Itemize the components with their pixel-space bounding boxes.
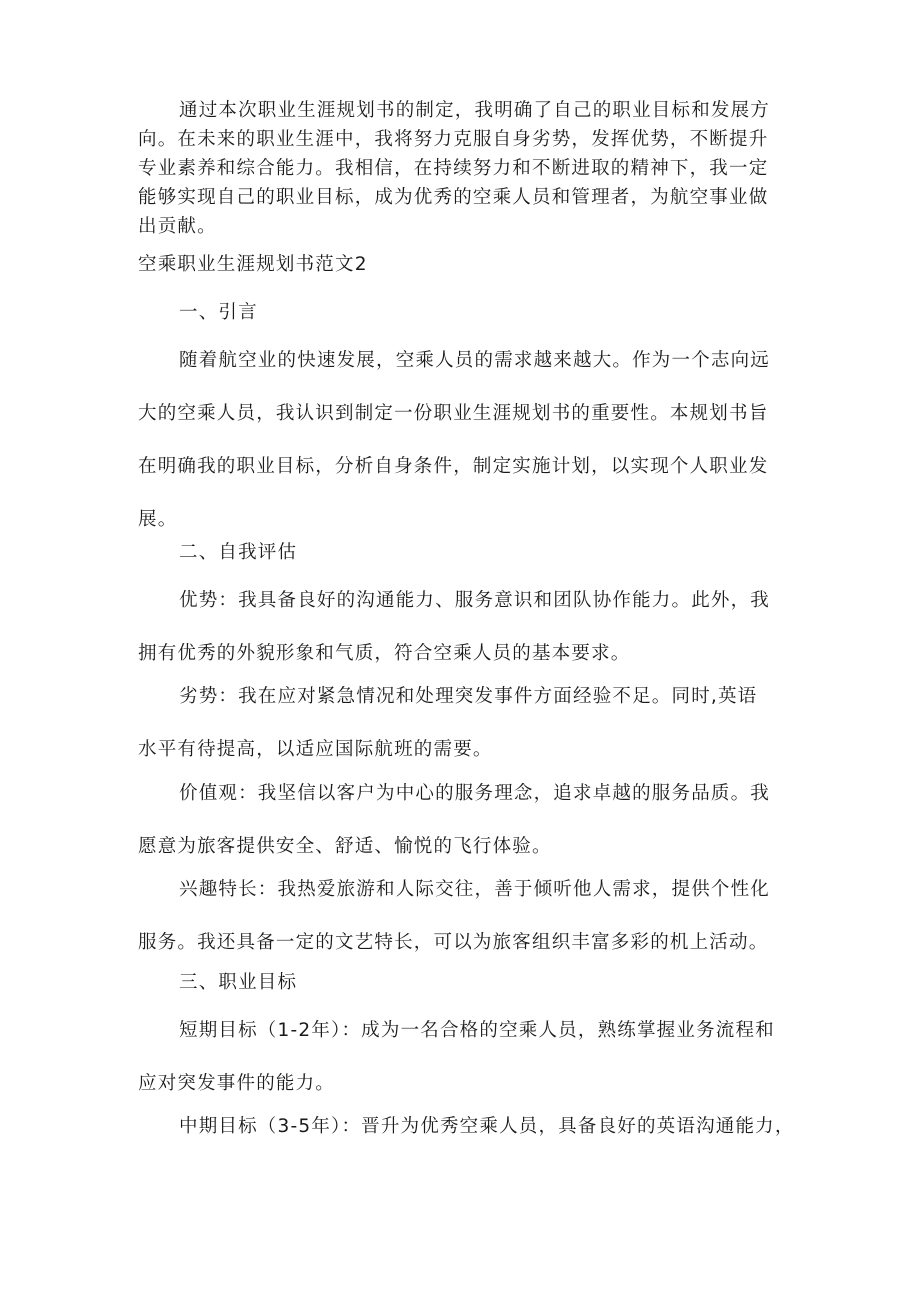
section-heading-self-assessment: 二、自我评估 <box>179 542 298 563</box>
paragraph-weaknesses <box>138 670 788 776</box>
text-line: 中期目标（3-5年）：晋升为优秀空乘人员，具备良好的英语沟通能力， <box>179 1116 795 1137</box>
section-heading-career-goals: 三、职业目标 <box>179 972 298 993</box>
text-line: 优势：我具备良好的沟通能力、服务意识和团队协作能力。此外，我 <box>179 590 771 611</box>
paragraph-interests <box>138 863 788 969</box>
text-line: 随着航空业的快速发展，空乘人员的需求越来越大。作为一个志向远 <box>179 350 771 371</box>
text-line: 展。 <box>138 509 178 530</box>
text-line: 拥有优秀的外貌形象和气质，符合空乘人员的基本要求。 <box>138 643 631 664</box>
section-heading-intro: 一、引言 <box>179 302 258 323</box>
text-line: 水平有待提高，以适应国际航班的需要。 <box>138 739 493 760</box>
text-line: 通过本次职业生涯规划书的制定，我明确了自己的职业目标和发展方 <box>179 100 771 121</box>
text-line: 向。在未来的职业生涯中，我将努力克服自身劣势，发挥优势，不断提升 <box>138 129 769 150</box>
paragraph-mid-term-goal <box>138 1100 795 1153</box>
text-line: 劣势：我在应对紧急情况和处理突发事件方面经验不足。同时,英语 <box>179 686 758 707</box>
paragraph-strengths <box>138 574 788 680</box>
text-line: 大的空乘人员，我认识到制定一份职业生涯规划书的重要性。本规划书旨 <box>138 403 769 424</box>
text-line: 专业素养和综合能力。我相信，在持续努力和不断进取的精神下，我一定 <box>138 158 769 179</box>
text-line: 愿意为旅客提供安全、舒适、愉悦的飞行体验。 <box>138 836 552 857</box>
text-line: 服务。我还具备一定的文艺特长，可以为旅客组织丰富多彩的机上活动。 <box>138 932 769 953</box>
text-line: 兴趣特长：我热爱旅游和人际交往，善于倾听他人需求，提供个性化 <box>179 879 771 900</box>
paragraph-short-term-goal <box>138 1004 788 1110</box>
paragraph-values <box>138 767 788 873</box>
paragraph-intro <box>138 334 788 546</box>
text-line: 在明确我的职业目标，分析自身条件，制定实施计划，以实现个人职业发 <box>138 456 769 477</box>
text-line: 能够实现自己的职业目标，成为优秀的空乘人员和管理者，为航空事业做 <box>138 187 769 208</box>
text-line: 短期目标（1-2年）：成为一名合格的空乘人员，熟练掌握业务流程和 <box>179 1020 775 1041</box>
text-line: 价值观：我坚信以客户为中心的服务理念，追求卓越的服务品质。我 <box>179 783 771 804</box>
paragraph-conclusion <box>138 96 788 241</box>
article-title: 空乘职业生涯规划书范文2 <box>138 254 368 275</box>
text-line: 应对突发事件的能力。 <box>138 1073 336 1094</box>
text-line: 出贡献。 <box>138 216 217 237</box>
